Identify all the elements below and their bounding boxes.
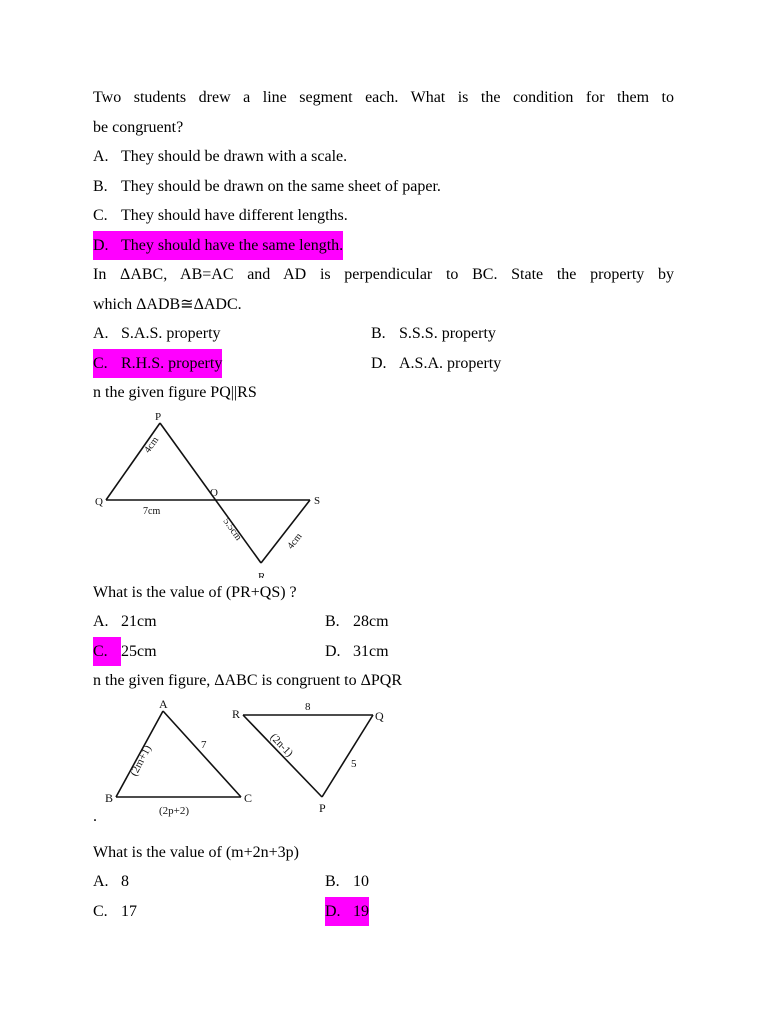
label-c: C	[244, 790, 253, 805]
option-letter: B.	[371, 325, 386, 342]
q1-option-b	[93, 172, 674, 202]
q2-stem-line2: which ΔADB≅ΔADC.	[93, 295, 242, 313]
option-letter: A.	[93, 873, 109, 890]
option-letter: B.	[325, 613, 340, 630]
q3-stem: What is the value of (PR+QS) ?	[93, 583, 297, 601]
q2-options-row1	[93, 319, 674, 349]
measure-ac: 7	[201, 738, 207, 751]
q2-stem-line1: In ΔABC, AB=AC and AD is perpendicular to BC. State the property by	[93, 266, 674, 283]
label-s: S	[314, 494, 321, 507]
q2-options-row2	[93, 349, 674, 379]
segment-sr	[261, 500, 310, 563]
option-letter: B.	[93, 177, 108, 195]
q3-options-row2	[93, 637, 674, 667]
q3-figure	[93, 408, 674, 578]
measure-rq: 8	[305, 700, 311, 713]
option-text: S.A.S. property	[121, 325, 221, 342]
q1-stem-line1: Two students drew a line segment each. What is the condition for them to	[93, 89, 674, 106]
q4-options-row2	[93, 897, 674, 927]
option-letter: A.	[93, 325, 109, 342]
option-letter: D.	[325, 642, 341, 660]
label-a: A	[159, 696, 168, 711]
option-letter: A.	[93, 613, 109, 630]
option-letter: B.	[325, 873, 340, 890]
congruent-triangles-figure	[93, 696, 403, 832]
option-text: 10	[353, 873, 369, 890]
label-b: B	[105, 790, 114, 805]
measure-rp: (2n-1)	[267, 730, 296, 759]
q3-options-row1	[93, 607, 674, 637]
measure-qp: 5	[351, 757, 357, 770]
option-text: 8	[121, 873, 129, 890]
option-text: 31cm	[353, 642, 389, 660]
option-text: A.S.A. property	[399, 354, 502, 372]
option-text: They should have the same length.	[121, 236, 344, 254]
label-o: O	[210, 486, 218, 499]
option-text: 17	[121, 902, 137, 920]
option-text: They should be drawn with a scale.	[121, 148, 348, 165]
measure-bc: (2p+2)	[159, 804, 190, 817]
option-text: 21cm	[121, 613, 157, 630]
option-letter: D.	[371, 354, 387, 372]
q4-figure	[93, 696, 674, 838]
option-text: R.H.S. property	[121, 354, 223, 372]
worksheet	[93, 83, 674, 926]
label-r: R	[258, 570, 266, 578]
option-text: They should have different lengths.	[121, 207, 348, 224]
option-text: They should be drawn on the same sheet of paper.	[121, 177, 441, 195]
option-letter: D.	[325, 902, 341, 920]
option-letter: A.	[93, 148, 109, 165]
option-text: 25cm	[121, 642, 157, 660]
answer-highlight	[93, 231, 343, 261]
option-letter: C.	[93, 902, 108, 920]
segment-rp	[243, 715, 322, 797]
q4-stem: What is the value of (m+2n+3p)	[93, 843, 299, 861]
segment-ac	[163, 711, 241, 797]
answer-highlight	[325, 897, 369, 927]
measure-ab: (2m+1)	[127, 742, 155, 778]
answer-highlight: C.	[93, 637, 121, 667]
q1-option-c	[93, 201, 674, 231]
measure-pq: 4cm	[142, 434, 162, 455]
label-q: Q	[95, 495, 103, 508]
q4-intro: n the given figure, ΔABC is congruent to ΔPQR	[93, 672, 402, 689]
q1-option-a	[93, 142, 674, 172]
q3-intro: n the given figure PQ||RS	[93, 384, 257, 401]
option-text: S.S.S. property	[399, 325, 496, 342]
measure-rs: 4cm	[285, 530, 305, 552]
label-p: P	[319, 800, 326, 815]
stray-dot: .	[93, 807, 97, 825]
label-q: Q	[375, 708, 384, 723]
option-letter: D.	[93, 236, 109, 254]
measure-or: 5.5cm	[220, 515, 244, 543]
measure-qo: 7cm	[143, 505, 161, 517]
q4-options-row1	[93, 867, 674, 897]
label-r: R	[232, 706, 241, 721]
answer-highlight	[93, 349, 222, 379]
option-text: 19	[353, 902, 369, 920]
option-letter: C.	[93, 354, 108, 372]
option-text: 28cm	[353, 613, 389, 630]
segment-qp	[322, 715, 373, 797]
pq-rs-figure	[93, 408, 343, 578]
segment-pq	[106, 423, 160, 500]
q1-stem-line2: be congruent?	[93, 118, 184, 136]
label-p: P	[155, 410, 162, 423]
option-letter: C.	[93, 207, 108, 224]
q1-option-d	[93, 231, 674, 261]
